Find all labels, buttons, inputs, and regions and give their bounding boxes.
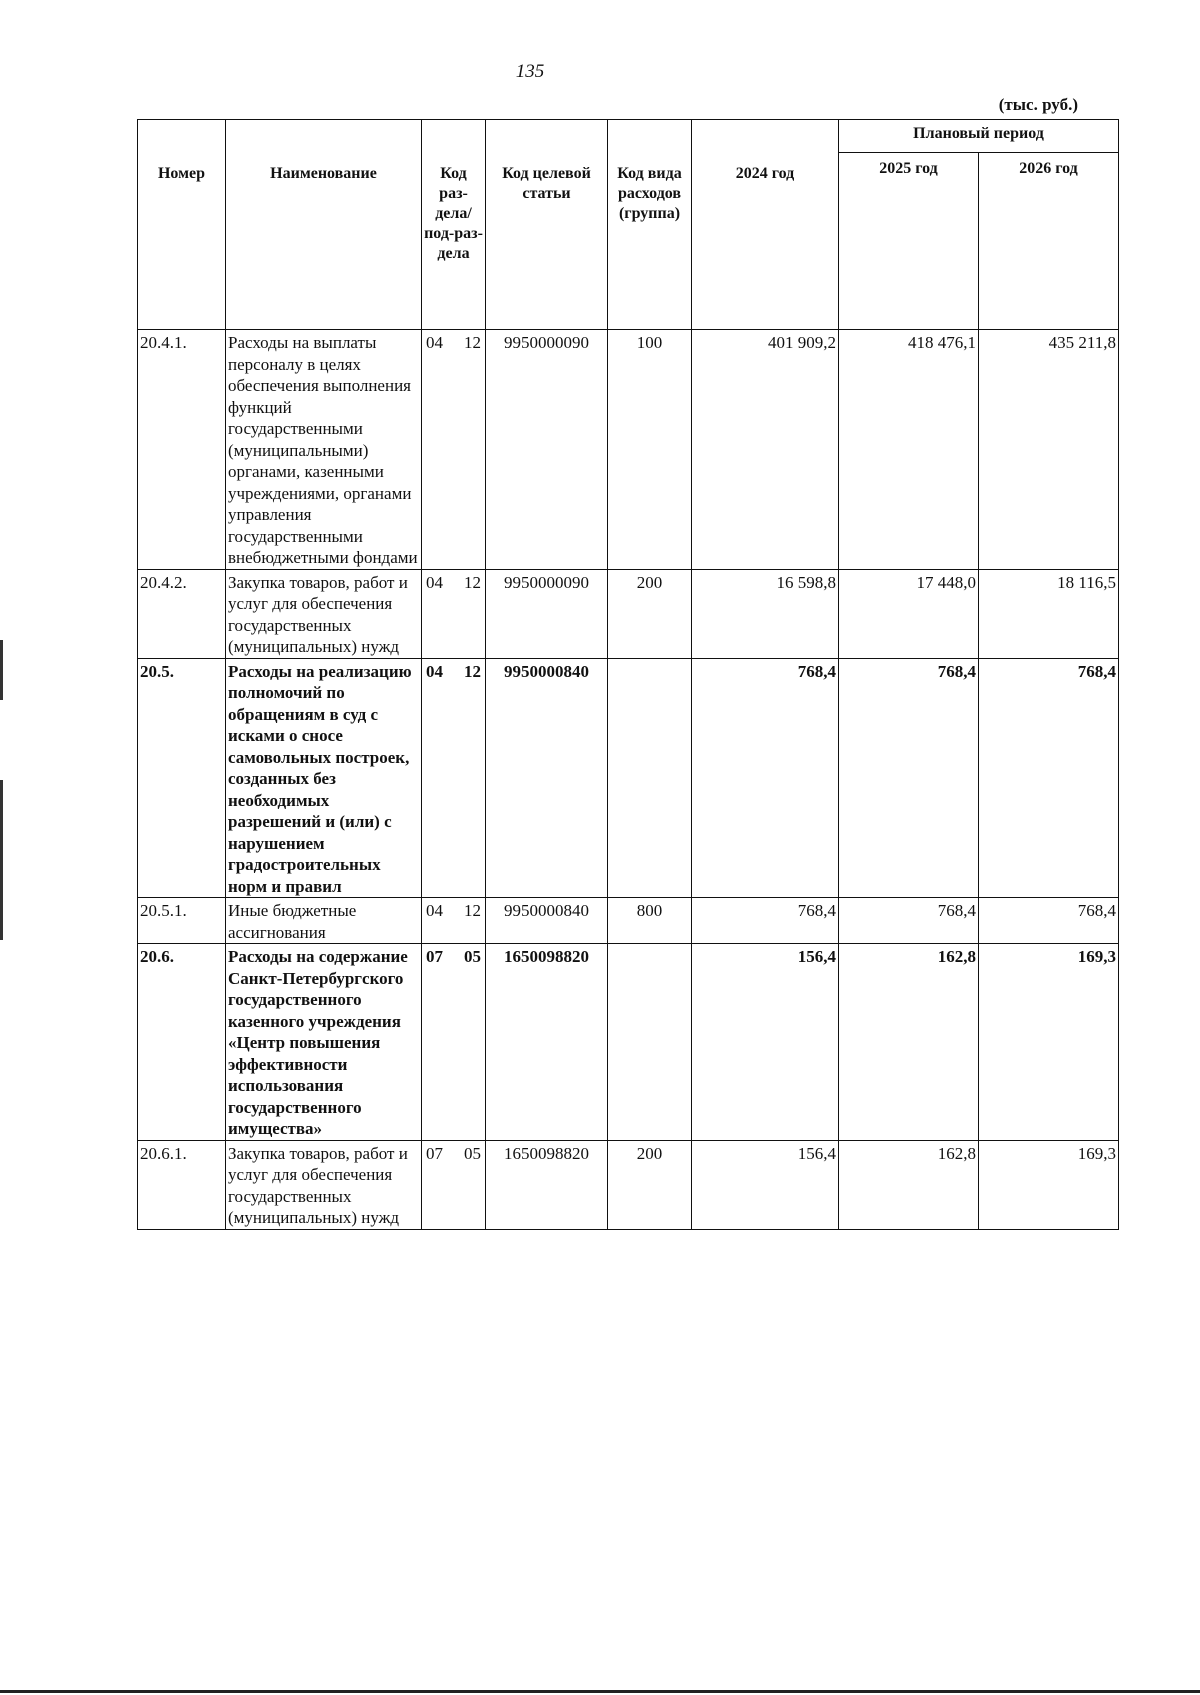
row-amount-2025: 768,4: [839, 658, 979, 898]
row-section-code: [422, 1140, 486, 1229]
row-expense-kind: 800: [608, 898, 692, 944]
row-expense-kind: [608, 944, 692, 1141]
row-target-code: 9950000840: [486, 898, 608, 944]
row-name: Иные бюджетные ассигнования: [226, 898, 422, 944]
row-expense-kind: 200: [608, 1140, 692, 1229]
row-expense-kind: [608, 658, 692, 898]
row-subsection: 05: [464, 947, 481, 966]
row-amount-2026: 435 211,8: [979, 330, 1119, 570]
table-row: [138, 330, 1119, 570]
page-number: 135: [515, 61, 545, 82]
scan-bottom-edge: [0, 1690, 1200, 1693]
row-target-code: 9950000090: [486, 569, 608, 658]
header-section-code: Код раз-дела/ под-раз-дела: [422, 120, 486, 330]
units-label: (тыс. руб.): [998, 95, 1078, 114]
row-name: Расходы на содержание Санкт-Петербургского государственного казенного учреждения «Центр повышения эффективности использования государственного имущества»: [226, 944, 422, 1141]
row-amount-2025: 418 476,1: [839, 330, 979, 570]
row-target-code: 1650098820: [486, 1140, 608, 1229]
row-section-code: [422, 898, 486, 944]
row-number: 20.6.: [138, 944, 226, 1141]
row-section-code: [422, 944, 486, 1141]
row-amount-2026: 169,3: [979, 1140, 1119, 1229]
header-planned-period: Плановый период: [839, 120, 1119, 153]
row-target-code: 1650098820: [486, 944, 608, 1141]
row-amount-2024: 768,4: [692, 658, 839, 898]
header-year-2026: 2026 год: [979, 153, 1119, 330]
row-subsection: 12: [464, 661, 481, 681]
row-section-code: [422, 569, 486, 658]
table-row: [138, 944, 1119, 1141]
row-name: Закупка товаров, работ и услуг для обеспечения государственных (муниципальных) нужд: [226, 569, 422, 658]
row-subsection: 12: [464, 333, 481, 352]
row-amount-2025: 162,8: [839, 944, 979, 1141]
row-section: 04: [426, 661, 443, 681]
row-section: 04: [426, 572, 443, 592]
header-target-code: Код целевой статьи: [486, 120, 608, 330]
row-target-code: 9950000090: [486, 330, 608, 570]
row-amount-2026: 768,4: [979, 658, 1119, 898]
row-amount-2024: 401 909,2: [692, 330, 839, 570]
row-section: 04: [426, 333, 443, 352]
table-row: [138, 898, 1119, 944]
row-name: Закупка товаров, работ и услуг для обеспечения государственных (муниципальных) нужд: [226, 1140, 422, 1229]
row-amount-2026: 18 116,5: [979, 569, 1119, 658]
row-section: 04: [426, 901, 443, 920]
row-amount-2024: 156,4: [692, 1140, 839, 1229]
row-number: 20.5.: [138, 658, 226, 898]
row-subsection: 12: [464, 901, 481, 920]
row-amount-2024: 156,4: [692, 944, 839, 1141]
row-target-code: 9950000840: [486, 658, 608, 898]
header-expense-kind: Код вида расходов (группа): [608, 120, 692, 330]
row-amount-2024: 768,4: [692, 898, 839, 944]
table-row: [138, 658, 1119, 898]
header-year-2025: 2025 год: [839, 153, 979, 330]
table-body: [138, 330, 1119, 1230]
table-header: [138, 120, 1119, 330]
budget-table: [137, 119, 1119, 1230]
row-amount-2026: 768,4: [979, 898, 1119, 944]
row-number: 20.4.1.: [138, 330, 226, 570]
row-number: 20.4.2.: [138, 569, 226, 658]
row-number: 20.6.1.: [138, 1140, 226, 1229]
row-number: 20.5.1.: [138, 898, 226, 944]
header-number: Номер: [138, 120, 226, 330]
scan-edge-mark: [0, 640, 3, 700]
header-year-2024: 2024 год: [692, 120, 839, 330]
row-subsection: 12: [464, 572, 481, 592]
row-expense-kind: 100: [608, 330, 692, 570]
row-name: Расходы на выплаты персоналу в целях обеспечения выполнения функций государственными (муниципальными) органами, казенными учреждениями, органами управления государственными внебюджетными фондами: [226, 330, 422, 570]
row-amount-2025: 162,8: [839, 1140, 979, 1229]
row-amount-2024: 16 598,8: [692, 569, 839, 658]
table-row: [138, 569, 1119, 658]
row-section-code: [422, 658, 486, 898]
header-name: Наименование: [226, 120, 422, 330]
row-amount-2025: 768,4: [839, 898, 979, 944]
scan-edge-mark: [0, 780, 3, 940]
row-subsection: 05: [464, 1143, 481, 1163]
row-section: 07: [426, 1143, 443, 1163]
row-name: Расходы на реализацию полномочий по обращениям в суд с исками о сносе самовольных построек, созданных без необходимых разрешений и (или) с нарушением градостроительных норм и правил: [226, 658, 422, 898]
row-section-code: [422, 330, 486, 570]
row-amount-2026: 169,3: [979, 944, 1119, 1141]
row-expense-kind: 200: [608, 569, 692, 658]
row-amount-2025: 17 448,0: [839, 569, 979, 658]
row-section: 07: [426, 947, 443, 966]
table-row: [138, 1140, 1119, 1229]
